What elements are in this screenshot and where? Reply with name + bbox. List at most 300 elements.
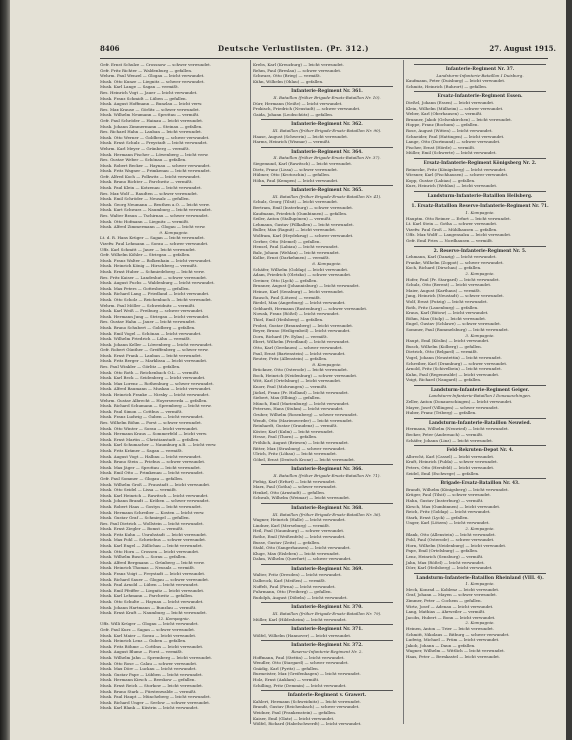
regiment-heading: Landsturm-Infanterie-Regiment Geiger.	[430, 387, 530, 393]
casualty-entry: Burmeister, Max (Greifenhagen) — leicht verwundet.	[253, 671, 361, 677]
casualty-entry: Musk. Otto Rose — Calau — schwer verwundet.	[100, 660, 198, 666]
casualty-entry: Kolbe, Ernst (Darkehmen) — vermißt.	[253, 255, 330, 261]
casualty-entry: Musk. Otto Winter — Sorau — leicht verwundet.	[100, 425, 199, 431]
casualty-entry: Haupt, Emil (Köslin) — leicht verwundet.	[406, 338, 490, 344]
casualty-entry: Knorr, Paul (Mohrungen) — vermißt.	[253, 384, 328, 390]
casualty-entry: Res. Max Wolf — Raudten — schwer verwundet.	[100, 190, 199, 196]
casualty-entry: Köster, Karl (Kulm) — leicht verwundet.	[253, 428, 334, 434]
casualty-entry: Musk. Johann Zimmermann — Steinau — gefallen.	[100, 123, 203, 129]
casualty-entry: Arnold, Fritz (Schivelbein) — leicht verwundet.	[406, 366, 502, 372]
casualty-entry: Schmitz, Heinrich (Ruhrort) — gefallen.	[406, 83, 488, 89]
casualty-entry: Gefr. Fritz Richter — Waldenburg — gefallen.	[100, 67, 193, 73]
casualty-entry: Harms, Heinrich (Wismar) — vermißt.	[253, 139, 331, 145]
casualty-entry: Kaiser, Emil (Glatz) — leicht verwundet.	[253, 715, 335, 721]
casualty-entry: Jung, Heinrich (Neustadt) — schwer verwundet.	[406, 293, 504, 299]
casualty-entry: Musk. Max Peters — Gottesberg — gefallen.	[100, 285, 190, 291]
casualty-entry: Lindner, Karl (Merseburg) — vermißt.	[253, 522, 331, 528]
casualty-entry: Musk. Fritz Böhme — Cottbus — leicht verwundet.	[100, 643, 204, 649]
casualty-entry: Musk. Bruno Stark — Fürstenwalde — vermißt.	[100, 688, 197, 694]
casualty-entry: Musk. Ernst Schulz — Freystadt — leicht verwundet.	[100, 140, 208, 146]
casualty-entry: Gefr. Paul Kurz — Sagan — schwer verwundet.	[100, 626, 196, 632]
casualty-entry: Wölfel, Wilhelm (Hannover) — leicht verwundet.	[253, 632, 352, 638]
section-rule	[261, 640, 393, 641]
casualty-entry: Gnädig, Karl (Pyritz) — gefallen.	[253, 665, 320, 671]
casualty-entry: Musk. Wilhelm Busch — Sorau — gefallen.	[100, 554, 187, 560]
regiment-heading: Infanterie-Regiment Nr. 365.	[291, 188, 363, 194]
casualty-entry: Uffz. Max Wolff — Langensalza — leicht verwundet.	[406, 232, 512, 238]
casualty-entry: Kaufmann, Friedrich (Gumbinnen) — gefallen.	[253, 210, 348, 216]
casualty-entry: Res. Paul Dietrich — Wollstein — leicht verwundet.	[100, 520, 204, 526]
casualty-entry: Brunner, Jakob (Gelsenkirchen) — leicht verwundet.	[406, 116, 513, 122]
casualty-entry: Musk. Bruno Richter — Parchwitz — vermißt.	[100, 179, 193, 185]
unit-subheading: 3. Kompagnie.	[465, 332, 495, 338]
casualty-entry: Musk. Karl Weiß — Freiburg — schwer verwundet.	[100, 308, 204, 314]
casualty-entry: Vogel, Johann (Neustettin) — leicht verwundet.	[406, 354, 502, 360]
casualty-entry: Maier, August (Karthaus) — vermißt.	[406, 287, 481, 293]
casualty-entry: Gefr. Paul Sommer — Glogau — gefallen.	[100, 475, 184, 481]
section-rule	[414, 158, 546, 159]
casualty-entry: Reich, Fritz (Goldap) — leicht verwundet.	[406, 509, 491, 515]
casualty-entry: Res. Wilhelm Böhm — Forst — schwer verwundet.	[100, 420, 202, 425]
casualty-entry: Musk. Otto Werner — Goldberg — schwer verwundet.	[100, 134, 210, 140]
casualty-entry: Ludwig, Michael — Prüm — leicht verwundet.	[406, 637, 500, 643]
casualty-entry: Musk. Max Lorenz — Rothenburg — schwer verwundet.	[100, 380, 214, 386]
unit-subheading: 2. Kompagnie.	[465, 620, 495, 626]
casualty-entry: Müller, Emil (Schwerte) — leicht verwundet.	[406, 150, 497, 156]
section-rule	[261, 564, 393, 565]
casualty-entry: Kuhn, Paul (Regenwalde) — leicht verwundet.	[406, 371, 500, 377]
casualty-entry: Lenz, Heinrich (Sensburg) — vermißt.	[406, 553, 484, 559]
casualty-entry: Musk. Fritz Berger — Marklissa — leicht verwundet.	[100, 358, 208, 364]
unit-subheading: 6. Kompagnie.	[312, 261, 342, 266]
casualty-entry: Busse, Gustav (Zeitz) — gefallen.	[253, 539, 321, 545]
casualty-entry: Petersen, Hans (Stuhm) — leicht verwundet.	[253, 406, 344, 412]
casualty-entry: Musk. Ernst Ziegler — Bomst — vermißt.	[100, 526, 184, 532]
casualty-entry: Gefr. Alfred Koch — Polkwitz — leicht verwundet.	[100, 173, 201, 179]
casualty-entry: Musk. Robert Haas — Gostyn — leicht verwundet.	[100, 503, 202, 509]
unit-subheading: II. Bataillon (früher Brigade-Ersatz-Bataillon Nr. 71).	[273, 472, 381, 478]
casualty-entry: Gerber, Otto (Memel) — gefallen.	[253, 238, 321, 244]
casualty-entry: Sommer, Paul (Rummelsburg) — leicht verwundet.	[406, 326, 509, 332]
casualty-entry: Wehrm. Karl Meyer — Grünberg — vermißt.	[100, 145, 190, 151]
regiment-heading: 2. Reserve-Infanterie-Regiment Nr. 5.	[433, 248, 527, 254]
casualty-entry: Musk. Franz Ludwig — Guben — leicht verwundet.	[100, 414, 204, 420]
casualty-entry: Zeller, Anton (Donaueschingen) — leicht verwundet.	[406, 399, 513, 405]
casualty-entry: Hermann, Wilhelm (Neuwied) — leicht verwundet.	[406, 426, 509, 432]
casualty-entry: Hesse, Paul (Thorn) — gefallen.	[253, 434, 318, 440]
casualty-entry: Riedel, Max (Angerburg) — leicht verwundet.	[253, 300, 346, 306]
section-rule	[414, 191, 546, 192]
casualty-entry: Höhn, Paul (Kempen) — leicht verwundet.	[253, 177, 339, 183]
casualty-entry: Walter, Fritz (Dresden) — leicht verwundet.	[253, 572, 342, 578]
casualty-entry: Pohl, Paul (Osterode) — schwer verwundet.	[406, 537, 495, 543]
column-divider	[403, 60, 404, 724]
casualty-entry: Musk. Bruno Stein — Priebus — schwer verwundet.	[100, 459, 206, 465]
casualty-entry: Hauptm. Otto Reimer — Erfurt — leicht verwundet.	[406, 215, 511, 221]
casualty-entry: Holz, Ernst (Anklam) — vermißt.	[253, 676, 320, 682]
casualty-entry: Lange, Otto (Dortmund) — schwer verwundet.	[406, 139, 501, 145]
publication-title: Deutsche Verlustlisten. (Pr. 312.)	[218, 44, 370, 53]
casualty-entry: Res. Walter Braun — Tschirnau — schwer verwundet.	[100, 213, 209, 219]
casualty-entry: Reuter, Fritz (Allenstein) — gefallen.	[253, 356, 328, 362]
casualty-entry: Ritter, Max (Strasburg) — schwer verwundet.	[253, 445, 346, 451]
issue-date: 27. August 1915.	[489, 44, 556, 53]
casualty-entry: Rehm, Paul (Breslau) — schwer verwundet.	[253, 67, 342, 73]
casualty-entry: Res. Gustav Weber — Schönau — gefallen.	[100, 157, 187, 163]
casualty-entry: Musk. August Vogt — Halbau — leicht verwundet.	[100, 453, 202, 459]
unit-subheading: III. Bataillon (früher Brigade-Ersatz-Bataillon Nr. 79).	[272, 611, 382, 617]
casualty-entry: Becker, Peter (Andernach) — vermißt.	[406, 432, 484, 438]
casualty-entry: Musk. Wilhelm Jahn — Spremberg — leicht verwundet.	[100, 654, 213, 660]
casualty-entry: Dietz, Franz (Lissa) — schwer verwundet.	[253, 166, 338, 172]
casualty-entry: Musk. Wilhelm Friedrich — Lähn — vermißt.	[100, 336, 191, 342]
casualty-entry: Musk. Alfred Bergmann — Grünberg — leicht verw.	[100, 559, 205, 565]
section-rule	[414, 246, 546, 247]
casualty-entry: Kühn, Wilhelm (Ohlau) — gefallen.	[253, 78, 324, 84]
casualty-entry: Hahn, Gustav (Insterburg) — vermißt.	[406, 497, 484, 503]
casualty-entry: Peters, Otto (Hersfeld) — leicht verwundet.	[406, 465, 495, 470]
casualty-entry: Schwab, Wilhelm (Weimar) — leicht verwundet.	[253, 495, 351, 501]
casualty-entry: Fiebig, Karl (Erfurt) — leicht verwundet.	[253, 478, 336, 484]
casualty-entry: Wendt, Otto (Marienwerder) — leicht verwundet.	[253, 417, 353, 423]
casualty-entry: Musk. Karl Maier — Sorau — leicht verwundet.	[100, 632, 197, 638]
casualty-entry: Dießel, Johann (Essen) — leicht verwundet.	[406, 99, 495, 105]
casualty-entry: Meck, Konrad — Koblenz — leicht verwundet.	[406, 586, 500, 592]
casualty-entry: Gefr. Emil Fries — Nordhausen — vermißt.	[406, 238, 494, 244]
casualty-entry: Reinhardt, Gustav (Graudenz) — vermißt.	[253, 423, 338, 429]
casualty-entry: Schulz, Otto (Berent) — leicht verwundet.	[406, 282, 492, 288]
section-rule	[414, 201, 546, 202]
unit-subheading: III. Bataillon (früher Brigade-Ersatz-Bataillon Nr. 90).	[272, 127, 382, 133]
regiment-heading: Infanterie-Regiment Nr. 372.	[291, 643, 363, 649]
casualty-entry: Horn, Wilhelm (Neidenburg) — leicht verwundet.	[406, 542, 507, 548]
casualty-entry: Musk. Ernst Huber — Schmiedeberg — leicht verw.	[100, 268, 205, 274]
casualty-entry: Bock, Heinrich (Neidenburg) — schwer verwundet.	[253, 372, 358, 378]
casualty-entry: Musk. Georg Neumann — Beuthen a.O. — leicht verw.	[100, 201, 210, 207]
casualty-entry: Musk. August Hoffmann — Bunzlau — leicht verw.	[100, 101, 203, 107]
unit-subheading: Landsturm-Infanterie-Bataillon I Duisburg.	[436, 72, 524, 78]
casualty-entry: Wehrm. Paul Wenzel — Glogau — leicht verwundet.	[100, 73, 205, 79]
section-rule	[414, 418, 546, 419]
casualty-entry: Seidel, Emil (Eschwege) — gefallen.	[406, 470, 480, 476]
regiment-heading: 1. Ersatz-Bataillon Reserve-Infanterie-Regiment Nr. 71.	[411, 204, 549, 210]
casualty-entry: Vizefw. Paul Lehmann — Sorau — schwer verwundet.	[100, 241, 209, 246]
casualty-entry: Musk. Wilhelm Neumann — Sprottau — vermißt.	[100, 112, 200, 118]
regiment-heading: Infanterie-Regiment Nr. 361.	[291, 89, 363, 95]
casualty-entry: Wehrm. Gustav Albrecht — Hoyerswerda — gefallen.	[100, 397, 208, 403]
casualty-entry: Wirtz, Josef — Adenau — leicht verwundet.	[406, 603, 494, 609]
regiment-heading: Landsturm-Infanterie-Bataillon Rheinland (VIII. 4).	[416, 575, 544, 581]
casualty-entry: Klein, Wilhelm (Mülheim) — schwer verwundet.	[406, 105, 504, 111]
casualty-entry: Dorn, Richard (Pr. Eylau) — vermißt.	[253, 333, 328, 339]
casualty-entry: Musk. Hermann Schreiber — Kosten — leicht verw.	[100, 509, 205, 515]
casualty-entry: Gefr. Paul Schröder — Hainau — leicht verwundet.	[100, 117, 204, 123]
casualty-entry: Musk. Alfred Baumann — Muskau — leicht verwundet.	[100, 386, 212, 392]
casualty-entry: Musk. Karl Schumacher — Naumburg a.B. — leicht verw.	[100, 442, 217, 448]
casualty-entry: Pape, Emil (Ortelsburg) — gefallen.	[406, 548, 479, 554]
regiment-heading: Ersatz-Infanterie-Regiment Essen.	[437, 94, 523, 100]
casualty-entry: Musk. Bruno Schubert — Goldberg — gefallen.	[100, 324, 196, 330]
casualty-entry: Musk. Karl Engel — Züllichau — leicht verwundet.	[100, 543, 203, 549]
casualty-entry: Musk. Hermann Fischer — Löwenberg — leicht verw.	[100, 151, 209, 157]
casualty-entry: Albrecht, Karl (Cassel) — leicht verwundet.	[406, 453, 495, 459]
casualty-entry: Fischer, Ernst (Hörde) — vermißt.	[406, 144, 476, 150]
casualty-entry: Dahm, Wilhelm (Querfurt) — schwer verwundet.	[253, 556, 352, 562]
casualty-entry: Gruber, Wilhelm (Rosenberg) — schwer verwundet.	[253, 412, 358, 418]
casualty-entry: Marx, Paul (Gotha) — schwer verwundet.	[253, 484, 337, 490]
casualty-entry: Mayer, Josef (Villingen) — schwer verwundet.	[406, 404, 499, 410]
casualty-entry: Bertram, Emil (Insterburg) — schwer verwundet.	[253, 205, 354, 211]
casualty-entry: Musk. Emil Pfeiffer — Liegnitz — leicht verwundet.	[100, 587, 205, 593]
casualty-entry: Wagner, Wilhelm — Wittlich — leicht verwundet.	[406, 648, 505, 654]
casualty-entry: Blank, Otto (Allenstein) — leicht verwundet.	[406, 531, 496, 537]
casualty-entry: Musk. Paul Klein — Kotzenau — leicht verwundet.	[100, 185, 202, 191]
casualty-entry: Busch, Wilhelm (Kolberg) — gefallen.	[406, 343, 483, 349]
casualty-entry: Brunner, August (Johannisburg) — leicht verwundet.	[253, 283, 360, 289]
casualty-entry: Musk. Franz Schmidt — Lüben — gefallen.	[100, 95, 187, 101]
casualty-entry: Kraus, Karl (Bütow) — leicht verwundet.	[406, 310, 489, 316]
section-rule	[261, 624, 393, 625]
casualty-entry: Res. Richard Hahn — Lauban — leicht verwundet.	[100, 129, 203, 135]
casualty-entry: Musk. Gustav Graf — Schmiegel — gefallen.	[100, 515, 190, 521]
casualty-entry: Musk. Paul Arnold — Lüben — leicht verwundet.	[100, 582, 199, 588]
casualty-entry: Kurz, Heinrich (Wehlau) — leicht verwundet.	[406, 183, 498, 189]
casualty-entry: Gaida, Johann (Leobschütz) — gefallen.	[253, 111, 334, 117]
section-rule	[261, 147, 393, 148]
casualty-entry: Musk. Emil Schröder — Neusalz — gefallen.	[100, 196, 190, 202]
casualty-entry: Kluge, Max (Eisleben) — leicht verwundet.	[253, 550, 340, 556]
casualty-entry: Franke, Wilhelm (Zoppot) — schwer verwundet.	[406, 259, 504, 265]
casualty-entry: Böhm, Max (Stolp) — leicht verwundet.	[406, 315, 487, 321]
casualty-entry: Rothe, Emil (Weißenfels) — leicht verwundet.	[253, 533, 346, 539]
casualty-entry: Ebert, Wilhelm (Friedland) — leicht verwundet.	[253, 339, 350, 345]
casualty-entry: Schulz, Georg (Tilsit) — leicht verwundet.	[253, 199, 339, 205]
casualty-entry: Noffelt, Paul (Pirna) — leicht verwundet.	[253, 583, 336, 589]
casualty-entry: Dörr, Karl (Heilsberg) — leicht verwundet.	[406, 565, 493, 571]
casualty-entry: Musk. Otto Roth — Reichenbach O.L. — vermißt.	[100, 369, 200, 375]
section-rule	[261, 602, 393, 603]
casualty-entry: Kraft, Heinrich (Fulda) — schwer verwundet.	[406, 459, 498, 465]
casualty-entry: Wagner, Heinrich (Halle) — leicht verwundet.	[253, 517, 346, 523]
section-rule	[414, 478, 546, 479]
casualty-entry: Heinze, Karl (Sensburg) — leicht verwundet.	[253, 288, 345, 294]
column-divider	[250, 60, 251, 724]
regiment-heading: Landsturm-Infanterie-Bataillon Neuwied.	[428, 420, 532, 426]
casualty-entry: Seiler, Anton (Stallupönen) — vermißt.	[253, 216, 332, 222]
section-rule	[414, 385, 546, 386]
casualty-entry: Dietrich, Otto (Belgard) — vermißt.	[406, 349, 479, 355]
casualty-entry: Lt. d. R. Hans Krüger — Sagan — leicht verwundet.	[100, 235, 205, 241]
casualty-entry: Greiner, Otto (Lyck) — gefallen.	[253, 277, 318, 283]
casualty-entry: Siegemund, Karl (Rawitsch) — leicht verwundet.	[253, 160, 353, 166]
casualty-entry: Haas, Peter — Bernkastel — leicht verwundet.	[406, 654, 501, 659]
regiment-heading: Infanterie-Regiment Nr. 364.	[291, 149, 363, 155]
casualty-entry: Rose, August (Witten) — leicht verwundet.	[406, 127, 493, 133]
casualty-entry: Kirsch, Max (Gumbinnen) — leicht verwundet.	[406, 503, 501, 509]
casualty-entry: Musk. Karl Lange — Sagan — vermißt.	[100, 84, 179, 90]
casualty-entry: Schneider, Paul (Hattingen) — leicht verwundet.	[406, 133, 505, 139]
casualty-entry: Wendler, Otto (Stargard) — schwer verwundet.	[253, 660, 349, 666]
unit-subheading: 1. Kompagnie.	[465, 581, 495, 587]
casualty-entry: Heil, Paul (Naumburg) — schwer verwundet.	[253, 528, 345, 534]
unit-subheading: II. Bataillon (früher Brigade-Ersatz-Bataillon Nr. 37).	[273, 155, 381, 161]
casualty-entry: Musk. Richard Sauer — Glogau — schwer verwundet.	[100, 576, 210, 582]
casualty-entry: Musk. Karl Beck — Seidenberg — leicht verwundet.	[100, 375, 206, 381]
casualty-entry: Krüger, Paul (Tilsit) — schwer verwundet.	[406, 492, 492, 498]
casualty-entry: Musk. Otto Scholz — Reichenbach — leicht verwundet.	[100, 296, 213, 302]
casualty-entry: Wölfel, Richard (Habelschwerdt) — leicht verwundet.	[253, 721, 362, 727]
casualty-entry: Paul, Ernst (Bartenstein) — leicht verwundet.	[253, 350, 346, 356]
casualty-entry: Gefr. Wilhelm Köhler — Striegau — gefallen.	[100, 252, 191, 258]
text-column-1	[100, 62, 248, 722]
casualty-entry: Henkel, Otto (Arnstadt) — gefallen.	[253, 489, 326, 495]
casualty-entry: Musk. Max Pohl — Schwiebus — schwer verwundet.	[100, 537, 207, 543]
regiment-heading: Ersatz-Infanterie-Regiment Königsberg Nr. 2.	[423, 160, 537, 166]
casualty-entry: Musk. Paul Haupt — Müncheberg — leicht verwundet.	[100, 694, 211, 700]
regiment-heading: Infanterie-Regiment Nr. 366.	[291, 467, 363, 473]
casualty-entry: Kahlert, Hermann (Schweidnitz) — leicht verwundet.	[253, 698, 361, 704]
casualty-entry: Musk. Emil Vogel — Schönau — leicht verwundet.	[100, 330, 202, 336]
casualty-entry: Göbel, Ernst (Deutsch Krone) — leicht verwundet.	[253, 456, 356, 462]
casualty-entry: Musk. Johann Brandt — Kröben — schwer verwundet.	[100, 498, 210, 504]
casualty-entry: Stark, Ernst (Lyck) — gefallen.	[406, 514, 469, 520]
section-rule	[414, 573, 546, 574]
casualty-entry: Musk. Fritz Wagner — Primkenau — leicht verwundet.	[100, 168, 211, 174]
casualty-entry: Brandt, Gustav (Reichenbach) — schwer verwundet.	[253, 704, 360, 710]
casualty-entry: Witt, Karl (Ortelsburg) — leicht verwundet.	[253, 378, 342, 384]
regiment-heading: Infanterie-Regiment Nr. 37.	[445, 67, 515, 72]
casualty-entry: Musk. Franz Walter — Bolkenhain — leicht verwundet.	[100, 257, 212, 263]
casualty-entry: Musk. Franz Voigt — Freystadt — leicht verwundet.	[100, 571, 206, 577]
casualty-entry: Beyer, Bruno (Heiligenbeil) — leicht verwundet.	[253, 328, 351, 334]
casualty-entry: Musk. Fritz Kuhn — Unruhstadt — leicht verwundet.	[100, 531, 208, 537]
casualty-entry: Balz, Johann (Wehlau) — leicht verwundet.	[253, 249, 340, 255]
casualty-entry: Hübner, Otto (Krotoschin) — gefallen.	[253, 172, 331, 178]
section-rule	[261, 119, 393, 120]
regiment-heading: Infanterie-Regiment Nr. 368.	[291, 505, 363, 511]
casualty-entry: Jacobs, Hubert — Bonn — leicht verwundet.	[406, 614, 496, 620]
book-binding-spine	[0, 0, 10, 740]
casualty-entry: Dalbrock, Karl (Meißen) — vermißt.	[253, 578, 326, 584]
casualty-entry: Musk. August Blume — Forst — vermißt.	[100, 649, 183, 655]
casualty-entry: Koch, Richard (Dirschau) — gefallen.	[406, 265, 482, 271]
casualty-entry: Musk. Karl Blank — Küstrin — leicht verwundet.	[100, 705, 199, 711]
section-rule	[414, 91, 546, 92]
unit-subheading: 2. Kompagnie.	[465, 525, 495, 531]
casualty-entry: Musk. Hermann Kirsch — Beeskow — gefallen.	[100, 677, 196, 683]
casualty-entry: Musk. Robert Becker — Haynau — schwer verwundet.	[100, 162, 211, 168]
section-rule	[261, 464, 393, 465]
casualty-entry: Buller, Max (Ragnit) — leicht verwundet.	[253, 227, 337, 233]
casualty-entry: Brandt, Wilhelm (Königsberg) — leicht verwundet.	[406, 486, 509, 492]
casualty-entry: Weidner, Paul (Frankenstein) — gefallen.	[253, 709, 337, 715]
section-rule	[261, 503, 393, 504]
casualty-entry: Schreiber, Karl (Dramburg) — schwer verwundet.	[406, 360, 508, 366]
casualty-entry: Musk. Ernst Frank — Lauban — leicht verwundet.	[100, 352, 202, 358]
casualty-entry: Musk. Otto Schulte — Haynau — leicht verwundet.	[100, 599, 204, 604]
casualty-entry: Stahl, Otto (Sangerhausen) — leicht verwundet.	[253, 545, 351, 551]
casualty-entry: Fuhrmann, Otto (Freiberg) — gefallen.	[253, 589, 332, 595]
casualty-entry: Musk. Otto Hofmann — Liegnitz — vermißt.	[100, 218, 190, 224]
casualty-entry: Musk. Wilhelm Groß — Fraustadt — leicht verwundet.	[100, 481, 211, 487]
casualty-entry: Voigt, Richard (Naugard) — gefallen.	[406, 377, 482, 383]
unit-subheading: III. Bataillon (früher Brigade-Ersatz-Bataillon Nr. 41).	[272, 193, 382, 199]
casualty-entry: Musk. Ernst Martin — Christianstadt — gefallen.	[100, 436, 200, 442]
casualty-entry: Wolf, Ernst (Putzig) — leicht verwundet.	[406, 298, 488, 304]
casualty-entry: Schäfer, Wilhelm (Goldap) — leicht verwundet.	[253, 266, 349, 272]
casualty-entry: Krebs, Karl (Kreuzburg) — leicht verwundet.	[253, 62, 345, 67]
casualty-entry: Haase, August (Schwerin) — leicht verwundet.	[253, 133, 349, 139]
casualty-entry: Ulrich, Fritz (Löbau) — leicht verwundet.	[253, 451, 337, 457]
casualty-entry: Musk. Karl Lehmann — Parchwitz — gefallen.	[100, 593, 194, 599]
unit-subheading: II. Bataillon (früher Brigade-Ersatz-Bataillon Nr. 10).	[273, 94, 381, 100]
unit-subheading: 8. Kompagnie.	[312, 361, 342, 367]
casualty-entry: Dürr, Hermann (Neiße) — leicht verwundet.	[253, 100, 343, 106]
casualty-entry: Res. Gustav Hahn — Jauer — leicht verwundet.	[100, 319, 196, 325]
casualty-entry: Musk. Hermann Jung — Striegau — leicht verwundet.	[100, 313, 210, 319]
casualty-entry: Gefr. Ernst Schulze — Crossnow — schwer verwundet.	[100, 62, 212, 67]
casualty-entry: Zimmer, Peter — Cochem — gefallen.	[406, 598, 482, 604]
casualty-entry: Schäfer, Johann (Linz) — leicht verwundet.	[406, 437, 494, 443]
casualty-entry: Müller, Karl (Hildesheim) — leicht verwundet.	[253, 616, 347, 622]
casualty-entry: Gebhardt, Hermann (Rastenburg) — schwer verwundet.	[253, 305, 368, 311]
casualty-entry: Schmitt, Nikolaus — Bitburg — schwer verwundet.	[406, 631, 510, 637]
casualty-entry: Wolfram, Karl (Heydekrug) — schwer verwundet.	[253, 233, 354, 239]
casualty-entry: Rausch, Paul (Lötzen) — vermißt.	[253, 294, 322, 300]
casualty-entry: Hoppe, Franz (Bochum) — gefallen.	[406, 122, 479, 128]
casualty-entry: Lehmann, Gustav (Pillkallen) — leicht verwundet.	[253, 221, 354, 227]
unit-subheading: 1. Kompagnie.	[465, 210, 495, 216]
casualty-entry: Musk. Hermann Kraus — Sommerfeld — leicht verw.	[100, 431, 208, 437]
casualty-entry: Uffz. Karl Schmitt — Jauer — leicht verwundet.	[100, 246, 197, 252]
casualty-entry: Res. Heinrich Vogt — Jauer — leicht verwundet.	[100, 89, 198, 95]
regiment-heading: Infanterie-Regiment Nr. 370.	[291, 605, 363, 611]
text-column-2	[253, 62, 401, 727]
casualty-entry: Vizefw. Paul Groß — Mühlhausen — gefallen.	[406, 226, 498, 232]
casualty-entry: Kaufmann, Peter (Duisburg) — leicht verwundet.	[406, 78, 506, 84]
casualty-entry: Graf, Johann — Mayen — schwer verwundet.	[406, 592, 498, 598]
casualty-entry: Rudolph, August (Döbeln) — leicht verwundet.	[253, 594, 348, 600]
casualty-entry: Musk. August Fuchs — Waldenburg — leicht verwundet.	[100, 280, 215, 286]
casualty-entry: Reinecke, Fritz (Königsberg) — leicht verwundet.	[406, 166, 507, 172]
regiment-heading: Infanterie-Regiment v. Grawert.	[287, 693, 367, 699]
section-rule	[261, 185, 393, 186]
casualty-entry: Weber, Karl (Oberhausen) — vermißt.	[406, 111, 483, 117]
section-rule	[261, 86, 393, 87]
casualty-entry: Kopp, Gustav (Labiau) — gefallen.	[406, 177, 476, 183]
casualty-entry: Hensel, Paul (Labiau) — leicht verwundet.	[253, 244, 339, 250]
regiment-heading: Infanterie-Regiment Nr. 362.	[291, 122, 363, 128]
unit-subheading: 12. Kompagnie.	[158, 615, 190, 621]
casualty-entry: Münch, Emil (Marienburg) — leicht verwundet.	[253, 400, 350, 406]
casualty-entry: Wiesner, Karl (Fischhausen) — schwer verwundet.	[406, 172, 509, 178]
casualty-entry: Huber, Franz (Triberg) — gefallen.	[406, 410, 477, 416]
casualty-entry: Musk. Otto Horn — Crossen — leicht verwundet.	[100, 548, 200, 554]
casualty-entry: Heinen, Anton — Trier — leicht verwundet.	[406, 626, 495, 632]
casualty-entry: Musk. Max Jäger — Sprottau — leicht verwundet.	[100, 464, 201, 470]
casualty-entry: Schilling, Fritz (Demmin) — leicht verwundet.	[253, 682, 347, 688]
casualty-entry: Fröhlich, August (Briesen) — leicht verwundet.	[253, 440, 349, 445]
casualty-entry: Res. Fritz Kaiser — Landeshut — schwer verwundet.	[100, 274, 208, 280]
casualty-entry: Engel, Gustav (Schlawe) — schwer verwundet.	[406, 321, 502, 327]
casualty-entry: Lt. Karl Stein — Gotha — schwer verwundet.	[406, 221, 498, 227]
casualty-entry: Wehrm. Paul Möller — Schweidnitz — vermißt.	[100, 302, 196, 308]
unit-subheading: III. Bataillon (früher Brigade-Ersatz-Bataillon Nr. 36).	[272, 511, 382, 517]
casualty-entry: Res. Paul Winkler — Görlitz — gefallen.	[100, 364, 181, 370]
section-rule	[261, 690, 393, 691]
casualty-entry: Hofer, Paul (Pr. Stargard) — leicht verwundet.	[406, 276, 500, 282]
unit-subheading: 2. Kompagnie.	[465, 271, 495, 276]
